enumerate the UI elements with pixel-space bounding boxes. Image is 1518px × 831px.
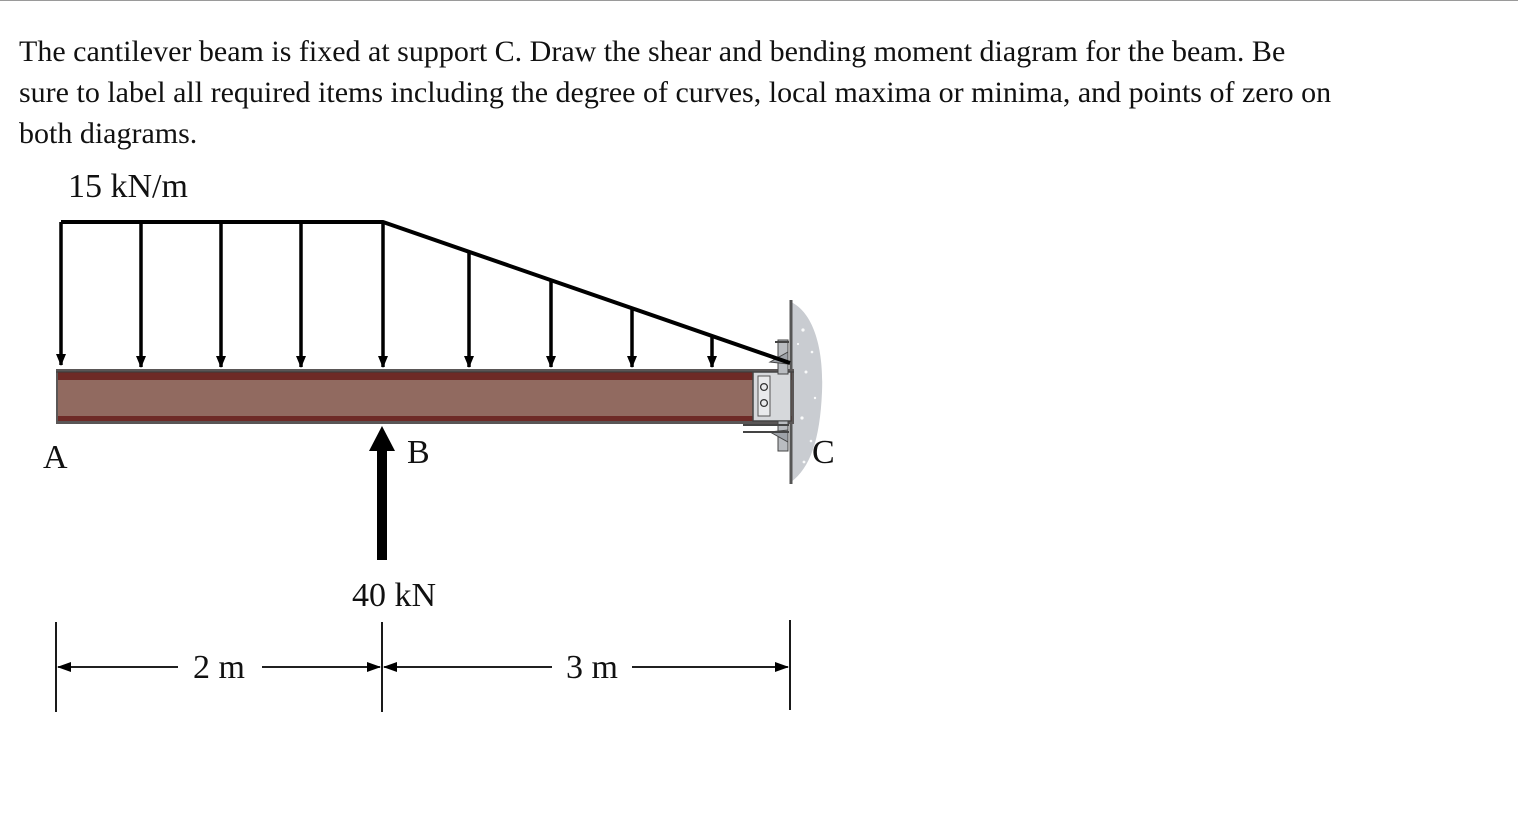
point-label-a: A [43, 439, 68, 476]
point-load-arrow [369, 426, 395, 560]
problem-statement: The cantilever beam is fixed at support C. Draw the shear and bending moment diagram for the beam. Be sure to label all required items including the degree of curves, local maxima or minima, and points of zero on both diagrams. [19, 35, 1332, 150]
point-label-b: B [407, 434, 430, 471]
dimension-label-bc: 3 m [566, 649, 618, 686]
point-label-c: C [812, 434, 835, 471]
distributed-load [61, 222, 790, 367]
dimension-lines [56, 620, 790, 712]
distributed-load-label: 15 kN/m [68, 168, 188, 205]
beam [56, 369, 794, 424]
point-load-label: 40 kN [352, 577, 437, 614]
dimension-label-ab: 2 m [193, 649, 245, 686]
